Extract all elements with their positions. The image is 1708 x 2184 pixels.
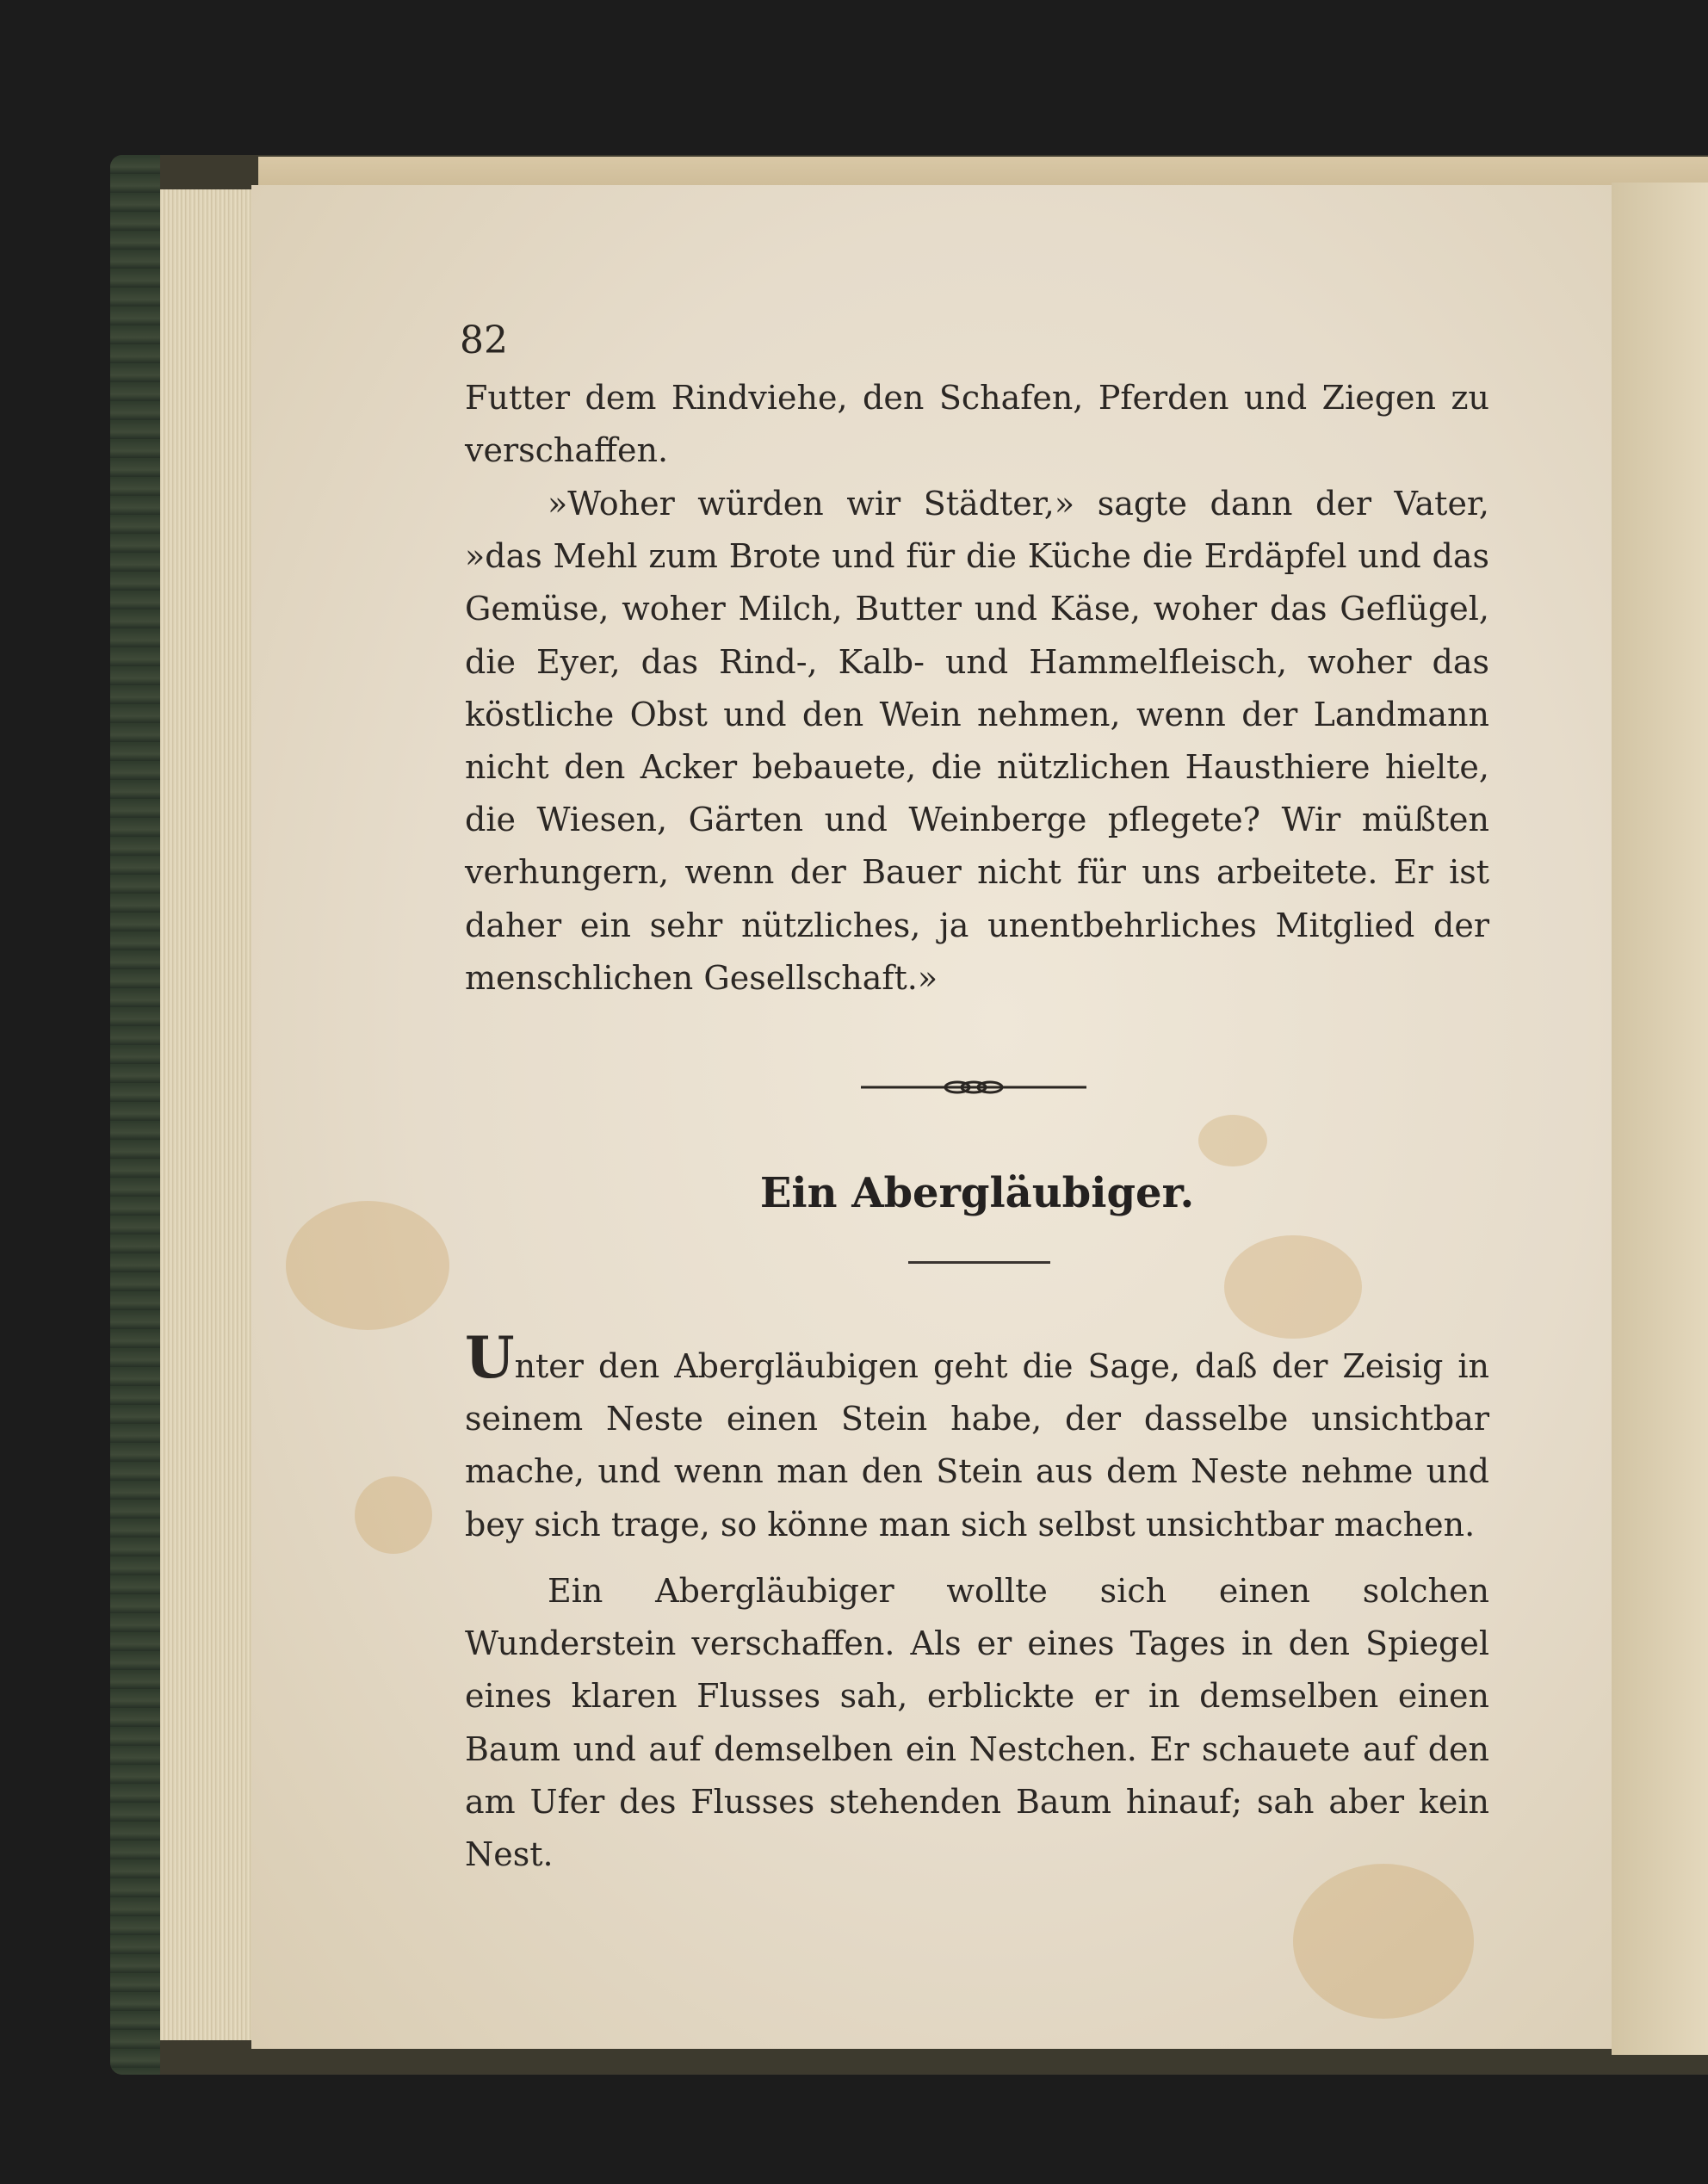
paragraph-continuation: Futter dem Rindviehe, den Schafen, Pferden und Ziegen zu verschaffen. (465, 379, 1489, 470)
page-number: 82 (460, 319, 508, 362)
foxing-stain (1224, 1235, 1362, 1339)
paragraph-father-speech: »Woher würden wir Städter,» sagte dann der Vater, »das Mehl zum Brote und für die Küche die Erdäpfel und das Gemüse, woher Milch, Butter und Käse, woher das Geflügel, die Eyer, das Rind-, Kalb- und Hammelfleisch, woher das köstliche Obst und den Wein nehmen, wenn der Landmann nicht den Acker bebauete, die nützlichen Hausthiere hielte, die Wiesen, Gärten und Weinberge pflegete? Wir müßten verhungern, wenn der Bauer nicht für uns arbeitete. Er ist daher ein sehr nützliches, ja unentbehrliches Mitglied der menschlichen Gesellschaft.» (465, 485, 1489, 997)
paragraph-legend (465, 1324, 1489, 1551)
ornament-divider (861, 1078, 1086, 1097)
facing-page-edge (1612, 183, 1708, 2055)
page-stack-edge (160, 189, 255, 2040)
title-rule (908, 1261, 1050, 1264)
foxing-stain (1293, 1864, 1474, 2019)
section-title: Ein Abergläubiger. (759, 1169, 1195, 1217)
book-spine-edge (110, 155, 160, 2075)
foxing-stain (355, 1476, 432, 1554)
foxing-stain (1198, 1115, 1267, 1166)
dropcap-letter: U (465, 1324, 515, 1391)
foxing-stain (286, 1201, 449, 1330)
legend-text: nter den Abergläubigen geht die Sage, daß der Zeisig in seinem Neste einen Stein habe, der dasselbe unsichtbar mache, und wenn man den Stein aus dem Neste nehme und bey sich trage, so könne man sich selbst unsichtbar machen. (465, 1347, 1489, 1544)
paragraph-story: Ein Abergläubiger wollte sich einen solchen Wunderstein verschaffen. Als er eines Tages in den Spiegel eines klaren Flusses sah, erblickte er in demselben einen Baum und auf demselben ein Nestchen. Er schauete auf den am Ufer des Flusses stehenden Baum hinauf; sah aber kein Nest. (465, 1572, 1489, 1874)
